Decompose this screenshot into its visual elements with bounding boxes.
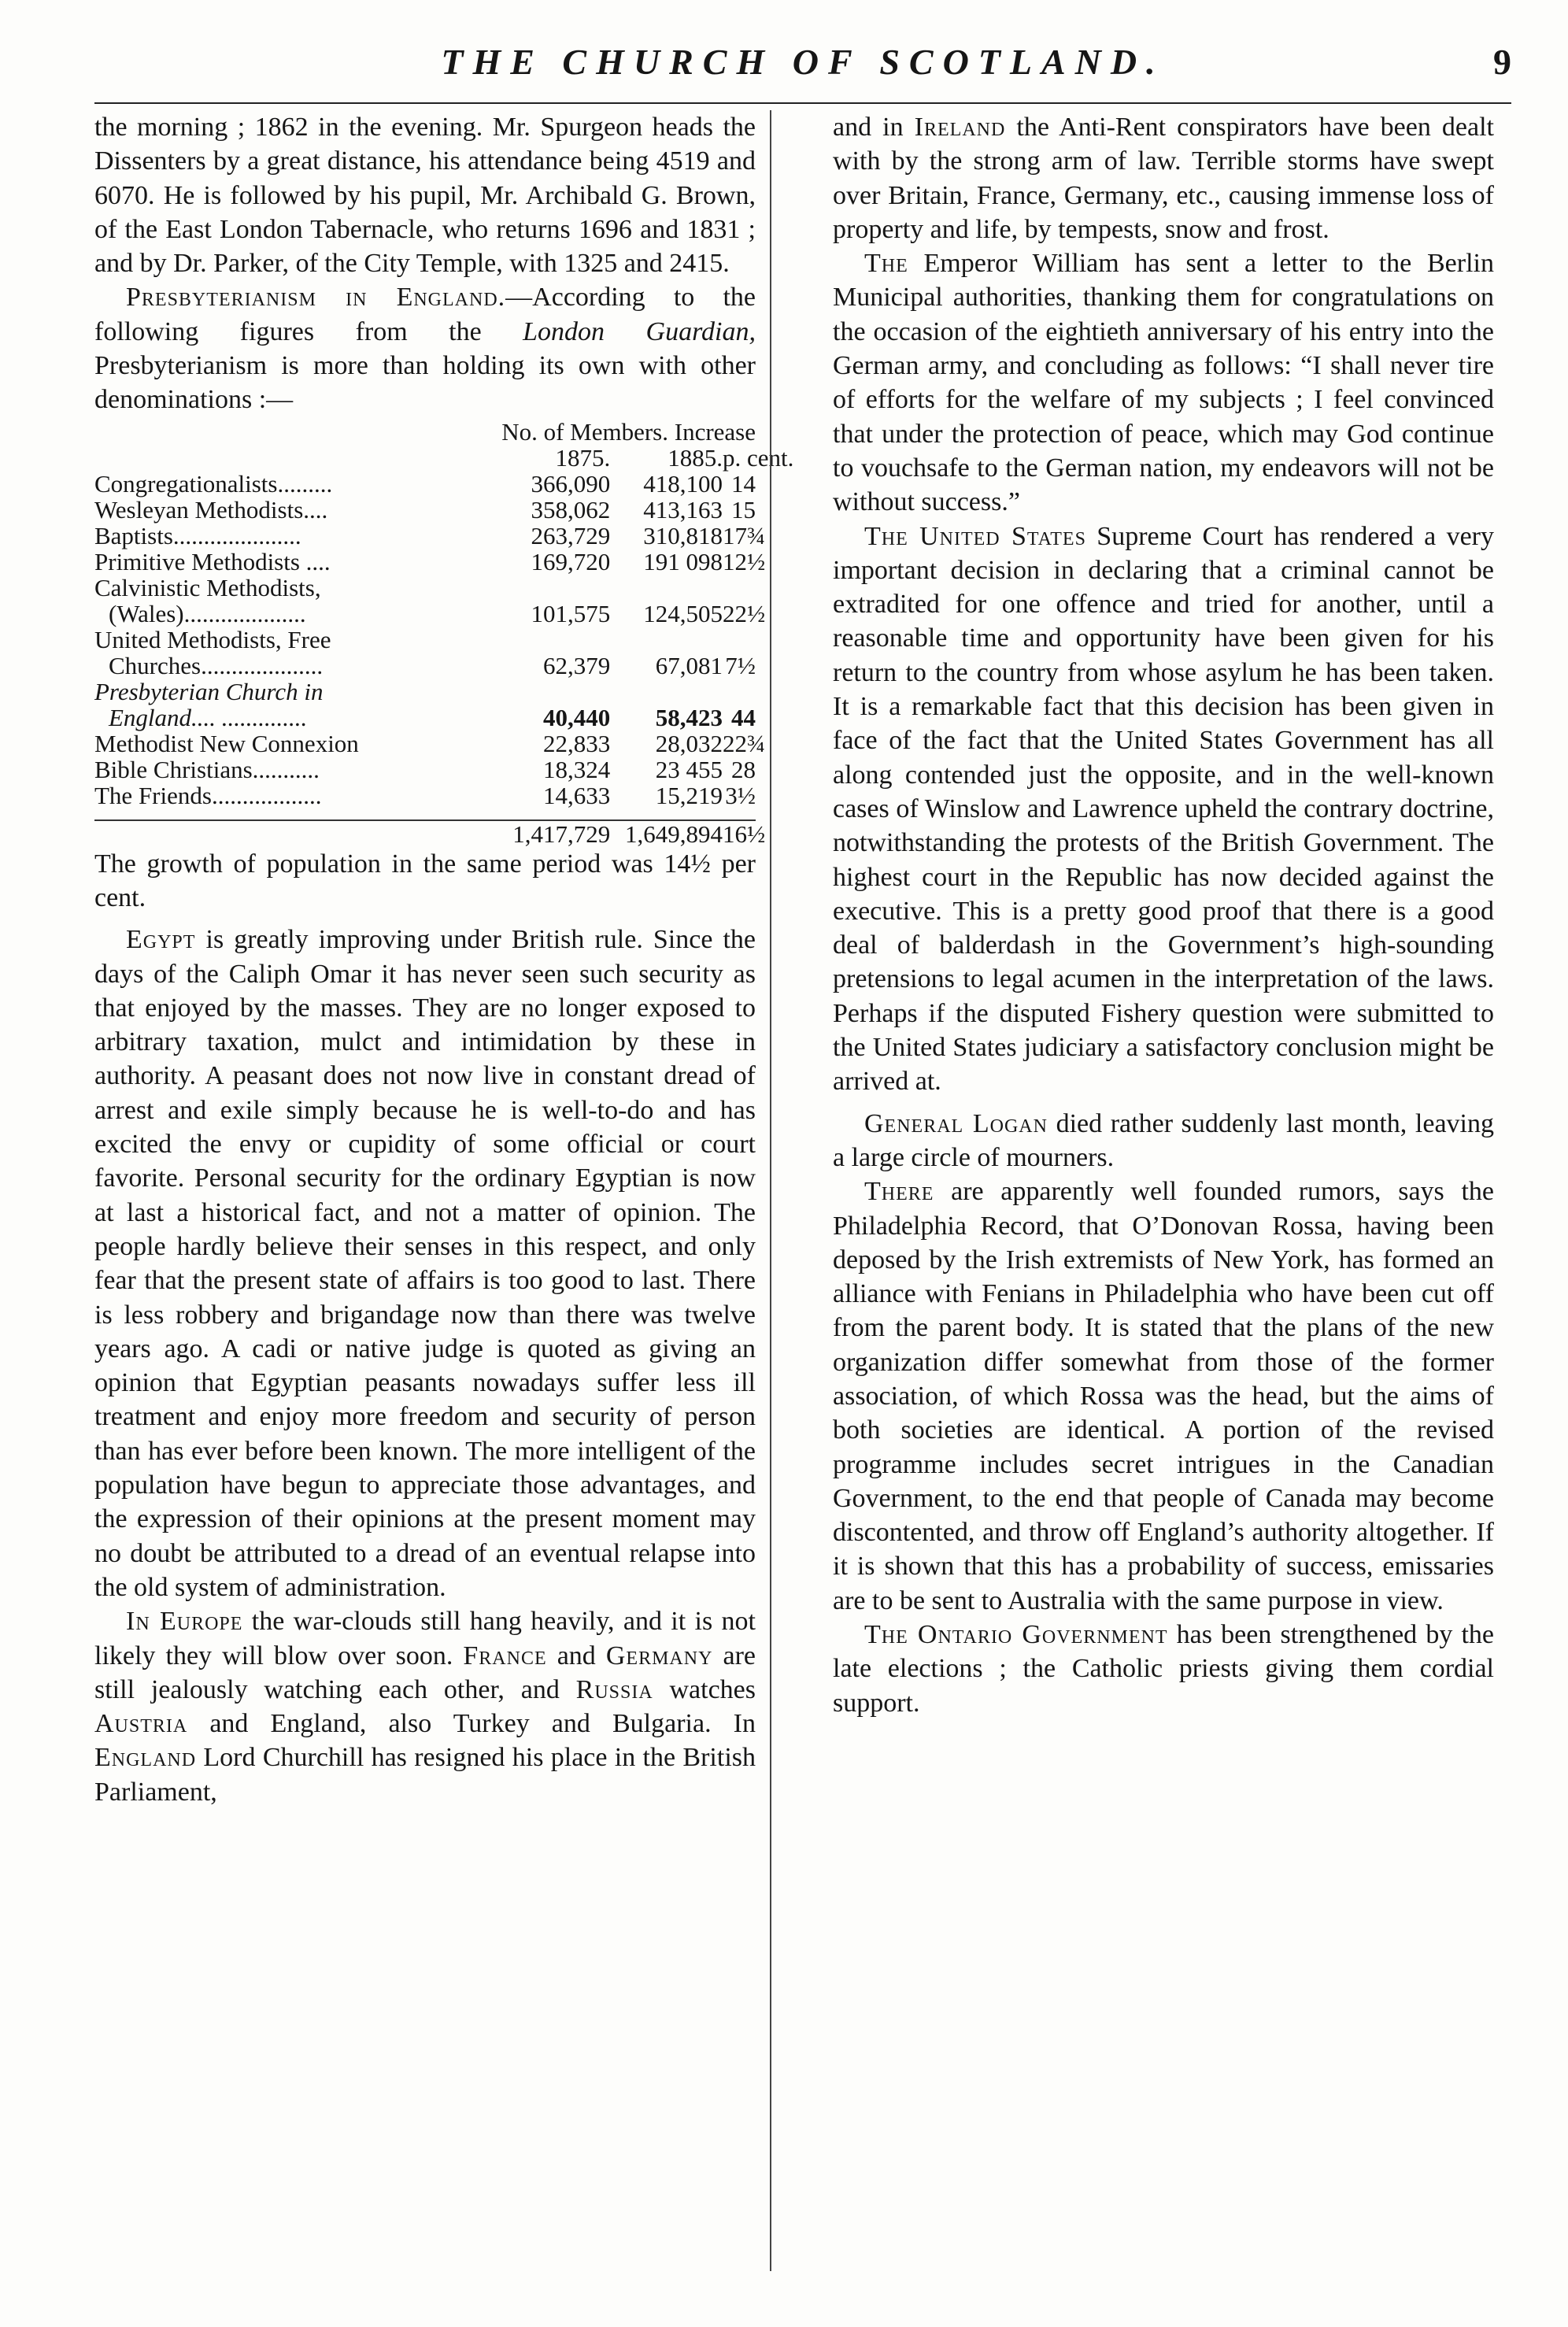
increase-percent: 15 (731, 495, 756, 523)
article-text: is greatly improving under British rule. Since the days of the Caliph Omar it has never seen such security as that enjoyed by the masses. They are no longer exposed to arbitrary taxation, mulct and intimidation by these in authority. A peasant does not now live in constant dread of arrest and exile simply because he is well-to-do and has excited the envy or cupidity of some official or court favorite. Personal security for the ordinary Egyptian is now at last a historical fact, and not a matter of opinion. The people hardly believe their senses in this respect, and only fear that the present state of affairs is too good to last. There is less robbery and brigandage now than there was twelve years ago. A cadi or native judge is quoted as giving an opinion that Egyptian peasants nowadays suffer less ill treatment and enjoy more freedom and security of person than has ever before been known. The more intelligent of the population have begun to appreciate those advantages, and the expression of their opinions at the present moment may no doubt be attributed to a dread of an eventual relapse into the old system of administration. (94, 925, 756, 1602)
left-column (94, 110, 794, 1809)
denomination-name: Bible Christians........... (94, 755, 320, 783)
table-header: No. of Members. Increase (501, 417, 756, 446)
population-note: The growth of population in the same period was 14½ per cent. (94, 849, 756, 912)
article-text: Lord Churchill has resigned his place in the British Parliament, (94, 1743, 756, 1807)
table-row (94, 497, 756, 523)
members-1885: 124,505 (643, 599, 723, 627)
table-subheader-row (94, 445, 756, 471)
denomination-name: Wesleyan Methodists.... (94, 495, 328, 523)
article-lead: The (864, 249, 908, 279)
article-text: died rather suddenly last month, leaving a large circle of mourners. (833, 1108, 1494, 1172)
members-1885: 15,219 (655, 781, 723, 809)
article-united-states (833, 520, 1494, 1099)
total-1875: 1,417,729 (505, 820, 610, 847)
article-text: Presbyterianism is more than holding its own with other denominations :— (94, 351, 756, 415)
denomination-name: Calvinistic Methodists, (94, 573, 321, 601)
country-name: Austria (94, 1709, 188, 1739)
table-row (94, 653, 756, 679)
members-1885 (610, 575, 723, 601)
right-column (833, 110, 1494, 1720)
article-emperor-william (833, 246, 1494, 519)
country-name: Russia (575, 1674, 653, 1704)
table-row (94, 782, 756, 808)
table-row (94, 731, 756, 757)
country-name: England (94, 1743, 197, 1773)
article-presbyterianism (94, 280, 756, 416)
members-1875: 169,720 (531, 547, 611, 575)
article-text: and England, also Turkey and Bulgaria. In (187, 1709, 756, 1739)
article-spurgeon-continued: the morning ; 1862 in the evening. Mr. Spurgeon heads the Dissenters by a great distance, his attendance being 4519 and 6070. He is followed by his pupil, Mr. Archibald G. Brown, of the East London Tabernacle, who returns 1696 and 1831 ; and by Dr. Parker, of the City Temple, with 1325 and 2415. (94, 113, 756, 279)
members-1885 (610, 679, 723, 705)
increase-percent: 28 (731, 755, 756, 783)
increase-percent: 7½ (725, 651, 756, 679)
header-rule (94, 102, 1511, 104)
members-1875 (505, 627, 610, 653)
country-name: Germany (605, 1641, 713, 1670)
article-general-logan (833, 1107, 1494, 1175)
table-header-row (94, 419, 756, 445)
article-text: and (546, 1641, 606, 1670)
members-1875: 366,090 (531, 469, 611, 498)
denomination-name: England.... .............. (109, 703, 308, 731)
column-year-1885: 1885. (668, 443, 723, 472)
article-lead: In Europe (126, 1607, 243, 1637)
table-row (94, 601, 756, 627)
page-number: 9 (1493, 42, 1511, 82)
increase-percent (723, 627, 756, 653)
membership-table (94, 417, 794, 848)
table-row (94, 627, 756, 653)
article-europe-continued (833, 110, 1494, 246)
article-lead: The Ontario Government (864, 1620, 1168, 1650)
table-row (94, 705, 756, 731)
increase-percent: 3½ (725, 781, 756, 809)
members-1885: 191 098 (643, 547, 723, 575)
table-spacer (94, 808, 756, 820)
article-text: and in (833, 113, 915, 142)
article-text: watches (653, 1674, 756, 1704)
members-1885: 413,163 (643, 495, 723, 523)
increase-percent: 44 (731, 703, 756, 731)
source-name: London Guardian, (523, 316, 756, 346)
members-1875: 263,729 (531, 521, 611, 549)
denomination-name: Baptists..................... (94, 521, 301, 549)
table-row (94, 523, 756, 549)
members-1875: 22,833 (542, 729, 611, 757)
increase-percent: 17¾ (722, 521, 766, 549)
table-row (94, 575, 756, 601)
article-text: the Anti-Rent conspirators have been dealt with by the strong arm of law. Terrible storms have swept over Britain, France, Germany, etc., causing immense loss of property and life, by tempests, snow and frost. (833, 113, 1494, 244)
members-1885: 23 455 (655, 755, 723, 783)
members-1875 (505, 679, 610, 705)
increase-percent: 22½ (722, 599, 766, 627)
article-rossa (833, 1175, 1494, 1618)
article-text: Supreme Court has rendered a very important decision in declaring that a criminal cannot be extradited for one offence and tried for another, until a reasonable time and opportunity have been given for his return to the country from whose asylum he has been taken. It is a remarkable fact that this decision has been given in face of the fact that the United States Government has all along contended just the opposite, and in the well-known cases of Winslow and Lawrence upheld the contrary doctrine, notwithstanding the protests of the British Government. The highest court in the Republic has now decided against the executive. This is a pretty good proof that there is a good deal of balderdash in the Government’s high-sounding pretensions to legal acumen in the interpretation of the laws. Perhaps if the disputed Fishery question were submitted to the United States judiciary a satisfactory conclusion might be arrived at. (833, 521, 1494, 1097)
increase-percent: 12½ (722, 547, 766, 575)
increase-percent: 22¾ (722, 729, 766, 757)
table-row (94, 757, 756, 782)
members-1885: 418,100 (643, 469, 723, 498)
table-row (94, 549, 756, 575)
denomination-name: United Methodists, Free (94, 625, 331, 653)
denomination-name: Churches.................... (109, 651, 324, 679)
denomination-name: The Friends.................. (94, 781, 322, 809)
article-text: are apparently well founded rumors, says the Philadelphia Record, that O’Donovan Rossa, having been deposed by the Irish extremists of New York, has formed an alliance with Fenians in Philadelphia who have been cut off from the parent body. It is stated that the plans of the new organization differ somewhat from those of the former association, of which Rossa was the head, but the aims of both societies are identical. A portion of the revised programme includes secret intrigues in the Canadian Government, to the end that people of Canada may become discontented, and throw off England’s authority altogether. If it is shown that this has a probability of success, emissaries are to be sent to Australia with the same purpose in view. (833, 1177, 1494, 1615)
increase-percent (723, 575, 756, 601)
members-1885 (610, 627, 723, 653)
article-europe (94, 1604, 756, 1809)
article-text: has been strengthened by the late elections ; the Catholic priests giving them cordial support. (833, 1620, 1494, 1718)
article-lead: Egypt (126, 925, 196, 955)
table-row (94, 679, 756, 705)
article-lead: General Logan (864, 1108, 1048, 1138)
table-row (94, 471, 756, 497)
column-year-1875: 1875. (555, 443, 611, 472)
increase-percent (723, 679, 756, 705)
members-1875: 358,062 (531, 495, 611, 523)
increase-percent: 14 (731, 469, 756, 498)
members-1875: 18,324 (542, 755, 611, 783)
members-1875: 62,379 (542, 651, 611, 679)
members-1885: 67,081 (655, 651, 723, 679)
total-1885: 1,649,894 (610, 820, 723, 847)
denomination-name: Presbyterian Church in (94, 677, 324, 705)
members-1885: 58,423 (655, 703, 723, 731)
running-title: THE CHURCH OF SCOTLAND. (441, 42, 1165, 82)
denomination-name: (Wales).................... (109, 599, 306, 627)
article-lead: There (864, 1177, 934, 1207)
members-1875: 101,575 (531, 599, 611, 627)
country-name: France (463, 1641, 547, 1670)
denomination-name: Primitive Methodists .... (94, 547, 331, 575)
table-total-row (94, 820, 756, 847)
article-text: the war-clouds still hang heavily, and it is not likely they will blow over soon. (94, 1607, 756, 1670)
column-divider (770, 110, 771, 2271)
article-lead: Presbyterianism in England. (126, 283, 506, 313)
article-egypt (94, 923, 756, 1604)
article-ontario (833, 1618, 1494, 1720)
denomination-name: Congregationalists......... (94, 469, 333, 498)
denomination-name: Methodist New Connexion (94, 729, 359, 757)
members-1885: 310,818 (643, 521, 723, 549)
article-lead: The United States (864, 521, 1086, 551)
members-1875: 14,633 (542, 781, 611, 809)
country-name: Ireland (914, 113, 1006, 142)
members-1875: 40,440 (542, 703, 611, 731)
article-text: Emperor William has sent a letter to the Berlin Municipal authorities, thanking them for congratulations on the occasion of the eightieth anniversary of his entry into the German army, and concluding as follows: “I shall never tire of efforts for the welfare of my subjects ; I feel convinced that under the protection of peace, which may God continue to vouchsafe to the German nation, my endeavors will not be without success.” (833, 249, 1494, 517)
members-1885: 28,032 (655, 729, 723, 757)
article-text: —According to the following figures from the (94, 283, 756, 346)
members-1875 (505, 575, 610, 601)
article-text: are still jealously watching each other, and (94, 1641, 756, 1704)
column-percent: p. cent. (722, 443, 794, 472)
total-increase: 16½ (722, 819, 766, 848)
page-header (94, 41, 1511, 98)
